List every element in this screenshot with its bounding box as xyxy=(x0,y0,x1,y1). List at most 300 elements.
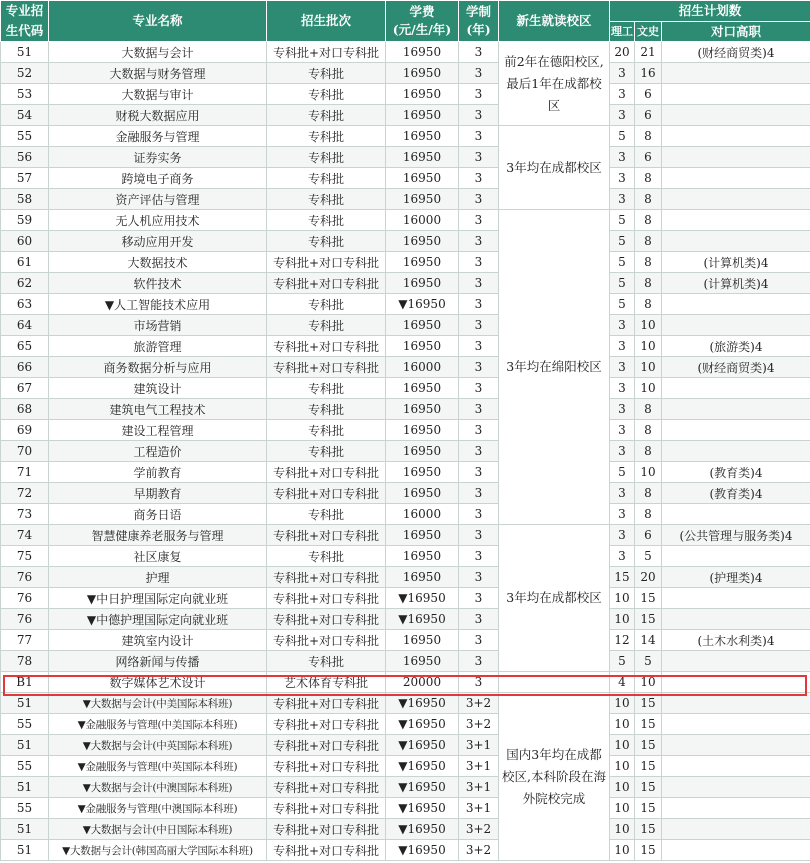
cell-batch: 专科批 xyxy=(267,294,386,315)
cell-code: 71 xyxy=(1,462,49,483)
table-row xyxy=(1,609,810,630)
cell-batch: 专科批+对口专科批 xyxy=(267,483,386,504)
cell-vocational xyxy=(662,777,810,798)
header-batch: 招生批次 xyxy=(267,1,386,42)
cell-code: 66 xyxy=(1,357,49,378)
cell-arts: 8 xyxy=(635,504,662,525)
cell-fee: 16000 xyxy=(386,357,459,378)
cell-fee: 16950 xyxy=(386,651,459,672)
cell-code: 58 xyxy=(1,189,49,210)
cell-code: 65 xyxy=(1,336,49,357)
cell-arts: 16 xyxy=(635,63,662,84)
cell-fee: 16950 xyxy=(386,336,459,357)
cell-batch: 专科批+对口专科批 xyxy=(267,756,386,777)
table-row xyxy=(1,294,810,315)
cell-years: 3+2 xyxy=(459,714,499,735)
cell-science: 3 xyxy=(610,105,635,126)
cell-science: 3 xyxy=(610,168,635,189)
cell-fee: ▼16950 xyxy=(386,777,459,798)
cell-major-name: 早期教育 xyxy=(49,483,267,504)
cell-major-name: 商务日语 xyxy=(49,504,267,525)
cell-arts: 15 xyxy=(635,693,662,714)
cell-major-name: 跨境电子商务 xyxy=(49,168,267,189)
cell-code: 62 xyxy=(1,273,49,294)
cell-arts: 8 xyxy=(635,231,662,252)
cell-fee: ▼16950 xyxy=(386,609,459,630)
cell-vocational xyxy=(662,693,810,714)
table-row xyxy=(1,252,810,273)
cell-arts: 5 xyxy=(635,651,662,672)
cell-major-name: 市场营销 xyxy=(49,315,267,336)
cell-years: 3+2 xyxy=(459,840,499,861)
cell-arts: 8 xyxy=(635,210,662,231)
cell-vocational xyxy=(662,735,810,756)
cell-science: 5 xyxy=(610,273,635,294)
cell-code: 72 xyxy=(1,483,49,504)
table-row xyxy=(1,315,810,336)
table-row xyxy=(1,714,810,735)
cell-arts: 15 xyxy=(635,819,662,840)
header-code: 专业招生代码 xyxy=(1,1,49,42)
cell-vocational xyxy=(662,420,810,441)
cell-vocational: (公共管理与服务类)4 xyxy=(662,525,810,546)
cell-science: 3 xyxy=(610,441,635,462)
cell-years: 3+1 xyxy=(459,756,499,777)
cell-years: 3 xyxy=(459,63,499,84)
cell-arts: 8 xyxy=(635,294,662,315)
cell-arts: 8 xyxy=(635,420,662,441)
cell-major-name: 建设工程管理 xyxy=(49,420,267,441)
table-row xyxy=(1,798,810,819)
cell-batch: 专科批+对口专科批 xyxy=(267,588,386,609)
cell-major-name: 大数据与审计 xyxy=(49,84,267,105)
cell-batch: 专科批+对口专科批 xyxy=(267,357,386,378)
cell-vocational xyxy=(662,189,810,210)
cell-vocational: (土木水利类)4 xyxy=(662,630,810,651)
cell-batch: 专科批+对口专科批 xyxy=(267,630,386,651)
cell-code: 61 xyxy=(1,252,49,273)
cell-years: 3 xyxy=(459,336,499,357)
cell-code: 59 xyxy=(1,210,49,231)
cell-code: 75 xyxy=(1,546,49,567)
cell-major-name: 商务数据分析与应用 xyxy=(49,357,267,378)
cell-science: 3 xyxy=(610,546,635,567)
cell-batch: 专科批 xyxy=(267,420,386,441)
cell-code: 76 xyxy=(1,567,49,588)
cell-science: 3 xyxy=(610,336,635,357)
cell-vocational: (财经商贸类)4 xyxy=(662,42,810,63)
cell-vocational: (计算机类)4 xyxy=(662,273,810,294)
table-row xyxy=(1,777,810,798)
cell-batch: 专科批+对口专科批 xyxy=(267,735,386,756)
cell-arts: 10 xyxy=(635,672,662,693)
cell-science: 5 xyxy=(610,252,635,273)
cell-science: 10 xyxy=(610,777,635,798)
cell-vocational xyxy=(662,714,810,735)
cell-fee: 16950 xyxy=(386,147,459,168)
cell-arts: 15 xyxy=(635,714,662,735)
cell-vocational xyxy=(662,504,810,525)
cell-code: 70 xyxy=(1,441,49,462)
cell-vocational: (教育类)4 xyxy=(662,483,810,504)
cell-arts: 10 xyxy=(635,336,662,357)
cell-batch: 专科批+对口专科批 xyxy=(267,462,386,483)
cell-fee: ▼16950 xyxy=(386,735,459,756)
cell-major-name: 建筑室内设计 xyxy=(49,630,267,651)
cell-major-name: 建筑电气工程技术 xyxy=(49,399,267,420)
cell-fee: 16950 xyxy=(386,483,459,504)
cell-arts: 15 xyxy=(635,840,662,861)
cell-major-name: ▼大数据与会计(中澳国际本科班) xyxy=(49,777,267,798)
table-row xyxy=(1,630,810,651)
cell-vocational xyxy=(662,231,810,252)
cell-batch: 专科批 xyxy=(267,504,386,525)
cell-major-name: ▼中日护理国际定向就业班 xyxy=(49,588,267,609)
cell-vocational xyxy=(662,798,810,819)
cell-arts: 15 xyxy=(635,777,662,798)
table-row xyxy=(1,441,810,462)
cell-major-name: 护理 xyxy=(49,567,267,588)
cell-batch: 专科批+对口专科批 xyxy=(267,609,386,630)
table-row xyxy=(1,147,810,168)
cell-batch: 专科批 xyxy=(267,399,386,420)
cell-years: 3+1 xyxy=(459,735,499,756)
cell-fee: ▼16950 xyxy=(386,294,459,315)
cell-fee: 16950 xyxy=(386,441,459,462)
cell-fee: 16950 xyxy=(386,399,459,420)
cell-code: 53 xyxy=(1,84,49,105)
cell-science: 10 xyxy=(610,819,635,840)
cell-years: 3 xyxy=(459,525,499,546)
cell-code: 64 xyxy=(1,315,49,336)
table-row xyxy=(1,525,810,546)
cell-arts: 10 xyxy=(635,315,662,336)
table-row xyxy=(1,378,810,399)
cell-major-name: 资产评估与管理 xyxy=(49,189,267,210)
cell-years: 3 xyxy=(459,42,499,63)
table-row xyxy=(1,273,810,294)
cell-science: 10 xyxy=(610,756,635,777)
table-body xyxy=(1,42,810,861)
cell-code: 55 xyxy=(1,756,49,777)
cell-fee: 16950 xyxy=(386,168,459,189)
cell-years: 3 xyxy=(459,483,499,504)
cell-fee: 16000 xyxy=(386,210,459,231)
cell-batch: 专科批 xyxy=(267,147,386,168)
cell-vocational xyxy=(662,399,810,420)
cell-fee: 16950 xyxy=(386,231,459,252)
cell-batch: 专科批+对口专科批 xyxy=(267,273,386,294)
cell-vocational xyxy=(662,147,810,168)
cell-fee: 16950 xyxy=(386,126,459,147)
table-row xyxy=(1,399,810,420)
cell-years: 3 xyxy=(459,210,499,231)
cell-vocational xyxy=(662,168,810,189)
cell-vocational xyxy=(662,378,810,399)
cell-campus: 3年均在绵阳校区 xyxy=(499,210,610,525)
cell-years: 3 xyxy=(459,420,499,441)
table-row xyxy=(1,189,810,210)
cell-code: 51 xyxy=(1,777,49,798)
cell-major-name: ▼金融服务与管理(中英国际本科班) xyxy=(49,756,267,777)
cell-arts: 6 xyxy=(635,105,662,126)
cell-science: 15 xyxy=(610,567,635,588)
cell-code: 78 xyxy=(1,651,49,672)
cell-vocational xyxy=(662,651,810,672)
table-row xyxy=(1,693,810,714)
table-row xyxy=(1,105,810,126)
cell-batch: 专科批 xyxy=(267,231,386,252)
header-fee-unit: (元/生/年) xyxy=(392,22,452,37)
cell-arts: 6 xyxy=(635,147,662,168)
cell-fee: 16950 xyxy=(386,189,459,210)
cell-vocational: (财经商贸类)4 xyxy=(662,357,810,378)
cell-major-name: 财税大数据应用 xyxy=(49,105,267,126)
table-row xyxy=(1,420,810,441)
cell-major-name: 无人机应用技术 xyxy=(49,210,267,231)
cell-years: 3 xyxy=(459,504,499,525)
table-row xyxy=(1,357,810,378)
cell-science: 3 xyxy=(610,147,635,168)
cell-vocational xyxy=(662,819,810,840)
cell-arts: 10 xyxy=(635,378,662,399)
cell-fee: 16950 xyxy=(386,378,459,399)
table-row xyxy=(1,42,810,63)
cell-code: 56 xyxy=(1,147,49,168)
cell-science: 10 xyxy=(610,588,635,609)
cell-science: 20 xyxy=(610,42,635,63)
table-row xyxy=(1,462,810,483)
cell-batch: 专科批+对口专科批 xyxy=(267,714,386,735)
cell-years: 3 xyxy=(459,546,499,567)
table-row xyxy=(1,210,810,231)
table-row xyxy=(1,231,810,252)
cell-science: 3 xyxy=(610,399,635,420)
header-years-label: 学制 xyxy=(465,4,491,19)
cell-major-name: ▼金融服务与管理(中美国际本科班) xyxy=(49,714,267,735)
cell-batch: 专科批 xyxy=(267,378,386,399)
cell-fee: 16950 xyxy=(386,63,459,84)
cell-batch: 专科批+对口专科批 xyxy=(267,567,386,588)
cell-fee: 16950 xyxy=(386,567,459,588)
cell-code: 67 xyxy=(1,378,49,399)
cell-major-name: 数字媒体艺术设计 xyxy=(49,672,267,693)
table-row xyxy=(1,483,810,504)
cell-science: 5 xyxy=(610,126,635,147)
cell-years: 3 xyxy=(459,462,499,483)
cell-years: 3 xyxy=(459,630,499,651)
cell-code: 57 xyxy=(1,168,49,189)
cell-science: 3 xyxy=(610,525,635,546)
cell-code: 51 xyxy=(1,840,49,861)
cell-vocational xyxy=(662,63,810,84)
cell-fee: ▼16950 xyxy=(386,840,459,861)
cell-fee: 16950 xyxy=(386,546,459,567)
cell-arts: 5 xyxy=(635,546,662,567)
cell-code: 63 xyxy=(1,294,49,315)
header-plan: 招生计划数 xyxy=(610,1,810,22)
cell-arts: 14 xyxy=(635,630,662,651)
cell-code: 51 xyxy=(1,819,49,840)
cell-science: 3 xyxy=(610,315,635,336)
header-fee xyxy=(386,1,459,42)
cell-batch: 专科批+对口专科批 xyxy=(267,798,386,819)
cell-fee: ▼16950 xyxy=(386,588,459,609)
cell-campus: 国内3年均在成都校区,本科阶段在海外院校完成 xyxy=(499,693,610,861)
cell-arts: 15 xyxy=(635,735,662,756)
cell-vocational xyxy=(662,441,810,462)
cell-batch: 专科批+对口专科批 xyxy=(267,336,386,357)
cell-arts: 10 xyxy=(635,462,662,483)
cell-years: 3 xyxy=(459,273,499,294)
cell-science: 3 xyxy=(610,378,635,399)
table-row xyxy=(1,735,810,756)
cell-years: 3 xyxy=(459,378,499,399)
cell-major-name: ▼大数据与会计(中日国际本科班) xyxy=(49,819,267,840)
cell-batch: 专科批 xyxy=(267,126,386,147)
cell-years: 3 xyxy=(459,441,499,462)
cell-major-name: 证券实务 xyxy=(49,147,267,168)
cell-vocational: (计算机类)4 xyxy=(662,252,810,273)
cell-major-name: 网络新闻与传播 xyxy=(49,651,267,672)
cell-code: 76 xyxy=(1,609,49,630)
cell-science: 10 xyxy=(610,609,635,630)
cell-years: 3+2 xyxy=(459,819,499,840)
cell-batch: 专科批 xyxy=(267,210,386,231)
cell-science: 3 xyxy=(610,84,635,105)
cell-batch: 专科批 xyxy=(267,315,386,336)
cell-fee: 16950 xyxy=(386,525,459,546)
cell-code: 74 xyxy=(1,525,49,546)
cell-code: 76 xyxy=(1,588,49,609)
cell-fee: 16000 xyxy=(386,504,459,525)
cell-science: 3 xyxy=(610,483,635,504)
header-fee-label: 学费 xyxy=(409,4,435,19)
cell-batch: 专科批 xyxy=(267,441,386,462)
cell-years: 3 xyxy=(459,126,499,147)
cell-science: 3 xyxy=(610,63,635,84)
cell-science: 5 xyxy=(610,231,635,252)
cell-arts: 15 xyxy=(635,798,662,819)
table-row xyxy=(1,756,810,777)
cell-fee: ▼16950 xyxy=(386,714,459,735)
cell-arts: 8 xyxy=(635,126,662,147)
cell-fee: ▼16950 xyxy=(386,693,459,714)
cell-batch: 专科批 xyxy=(267,105,386,126)
cell-major-name: 大数据技术 xyxy=(49,252,267,273)
cell-campus: 3年均在成都校区 xyxy=(499,525,610,672)
cell-science: 10 xyxy=(610,735,635,756)
cell-years: 3 xyxy=(459,609,499,630)
cell-arts: 8 xyxy=(635,252,662,273)
cell-code: 77 xyxy=(1,630,49,651)
header-years-unit: (年) xyxy=(466,22,491,37)
cell-science: 10 xyxy=(610,840,635,861)
cell-arts: 10 xyxy=(635,357,662,378)
cell-vocational xyxy=(662,84,810,105)
cell-science: 3 xyxy=(610,357,635,378)
cell-major-name: ▼人工智能技术应用 xyxy=(49,294,267,315)
cell-vocational: (教育类)4 xyxy=(662,462,810,483)
cell-major-name: ▼大数据与会计(中美国际本科班) xyxy=(49,693,267,714)
cell-science: 5 xyxy=(610,294,635,315)
cell-major-name: 建筑设计 xyxy=(49,378,267,399)
table-row xyxy=(1,84,810,105)
cell-batch: 专科批+对口专科批 xyxy=(267,840,386,861)
table-row xyxy=(1,126,810,147)
cell-arts: 8 xyxy=(635,483,662,504)
cell-vocational xyxy=(662,756,810,777)
cell-fee: 16950 xyxy=(386,105,459,126)
cell-vocational: (护理类)4 xyxy=(662,567,810,588)
cell-arts: 8 xyxy=(635,399,662,420)
cell-code: 68 xyxy=(1,399,49,420)
cell-science: 3 xyxy=(610,420,635,441)
table-row xyxy=(1,336,810,357)
cell-code: 55 xyxy=(1,798,49,819)
cell-vocational xyxy=(662,105,810,126)
cell-science: 10 xyxy=(610,798,635,819)
cell-years: 3 xyxy=(459,189,499,210)
cell-fee: 16950 xyxy=(386,42,459,63)
header-years xyxy=(459,1,499,42)
cell-years: 3 xyxy=(459,168,499,189)
cell-arts: 8 xyxy=(635,441,662,462)
cell-vocational xyxy=(662,126,810,147)
table-row xyxy=(1,504,810,525)
cell-batch: 专科批+对口专科批 xyxy=(267,252,386,273)
cell-code: B1 xyxy=(1,672,49,693)
cell-campus: 前2年在德阳校区,最后1年在成都校区 xyxy=(499,42,610,126)
cell-arts: 20 xyxy=(635,567,662,588)
cell-batch: 专科批 xyxy=(267,84,386,105)
cell-code: 55 xyxy=(1,714,49,735)
cell-code: 60 xyxy=(1,231,49,252)
cell-arts: 6 xyxy=(635,525,662,546)
cell-batch: 专科批 xyxy=(267,168,386,189)
cell-vocational xyxy=(662,210,810,231)
cell-batch: 专科批+对口专科批 xyxy=(267,819,386,840)
cell-arts: 8 xyxy=(635,273,662,294)
cell-science: 3 xyxy=(610,504,635,525)
cell-batch: 专科批+对口专科批 xyxy=(267,525,386,546)
cell-science: 10 xyxy=(610,693,635,714)
cell-years: 3 xyxy=(459,567,499,588)
cell-batch: 艺术体育专科批 xyxy=(267,672,386,693)
cell-major-name: 智慧健康养老服务与管理 xyxy=(49,525,267,546)
cell-fee: 16950 xyxy=(386,630,459,651)
table-row xyxy=(1,840,810,861)
cell-arts: 15 xyxy=(635,609,662,630)
cell-fee: 20000 xyxy=(386,672,459,693)
cell-science: 4 xyxy=(610,672,635,693)
cell-years: 3+1 xyxy=(459,777,499,798)
cell-fee: 16950 xyxy=(386,273,459,294)
cell-fee: 16950 xyxy=(386,420,459,441)
table-row xyxy=(1,567,810,588)
cell-major-name: 学前教育 xyxy=(49,462,267,483)
cell-vocational xyxy=(662,294,810,315)
cell-major-name: 旅游管理 xyxy=(49,336,267,357)
cell-major-name: ▼中德护理国际定向就业班 xyxy=(49,609,267,630)
cell-years: 3 xyxy=(459,357,499,378)
cell-years: 3+1 xyxy=(459,798,499,819)
cell-batch: 专科批 xyxy=(267,63,386,84)
cell-arts: 15 xyxy=(635,756,662,777)
cell-batch: 专科批 xyxy=(267,651,386,672)
header-major: 专业名称 xyxy=(49,1,267,42)
cell-vocational: (旅游类)4 xyxy=(662,336,810,357)
